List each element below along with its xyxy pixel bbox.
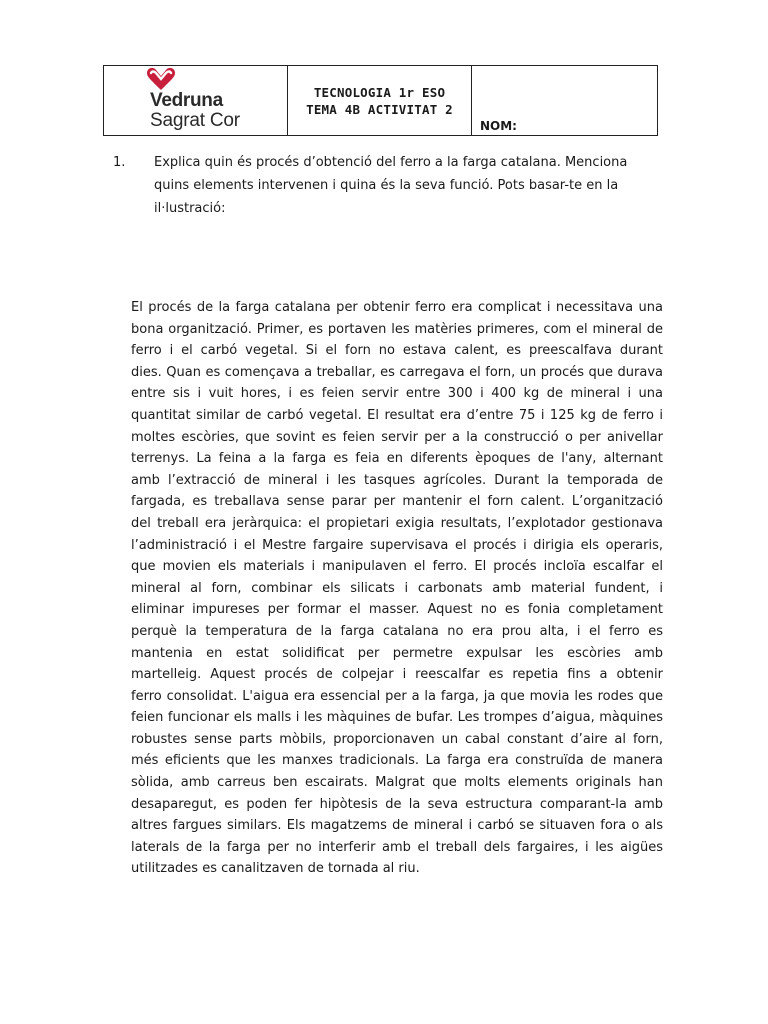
activity-title: TEMA 4B ACTIVITAT 2 [306,102,453,117]
question-text: Explica quin és procés d’obtenció del ferro a la farga catalana. Menciona quins elements intervenen i quina és la seva funció. Pots basar-te en la il·lustració: [154,155,628,216]
question-1 [113,151,650,220]
answer-line: ferro i el carbó vegetal. Si el forn no estava calent, es preescalfava durant [131,343,663,359]
answer-line: bona organització. Primer, es portaven les matèries primeres, com el mineral de [131,321,663,337]
answer-line: desaparegut, es poden fer hipòtesis de la seva estructura comparant-la amb [131,796,663,812]
name-label: NOM: [480,119,517,133]
course-title: TECNOLOGIA 1r ESO [313,85,446,100]
title-cell [288,66,472,135]
answer-line: que movien els materials i manipulaven el ferro. El procés incloïa escalfar el [131,559,663,575]
answer-line: terrenys. La feina a la farga es feia en diferents èpoques de l'any, alternant [131,451,663,467]
answer-line: fargada, es treballava sense parar per mantenir el forn calent. L’organització [131,494,663,510]
answer-line: perquè la temperatura de la farga catalana no era prou alta, i el ferro es [131,623,663,639]
answer-line: quantitat similar de carbó vegetal. El resultat era d’entre 75 i 125 kg de ferro i [131,407,663,423]
answer-line: martelleig. Aquest procés de colpejar i reescalfar es repetia fins a obtenir [131,667,663,683]
answer-line: eliminar impureses per formar el masser. Aquest no es fonia completament [131,602,663,618]
answer-line: laterals de la farga per no interferir amb el treball dels fargaires, i les aigües [131,839,663,855]
answer-line: robustes sense parts mòbils, proporcionaven un cabal constant d’aire al forn, [131,731,663,747]
answer-line: utilitzades es canalitzaven de tornada al riu. [131,861,420,877]
answer-line: amb l’extracció de mineral i les tasques agrícoles. Durant la temporada de [131,472,663,488]
answer-line: l’administració i el Mestre fargaire supervisava el procés i dirigia els operaris, [131,537,663,553]
answer-line: mantenia en estat solidificat per permetre expulsar les escòries amb [131,645,663,661]
logo-brand-text: Vedruna [150,90,223,111]
answer-line: moltes escòries, que sovint es feien servir per a la construcció o per anivellar [131,429,663,445]
answer-line: entre sis i vuit hores, i es feien servir entre 300 i 400 kg de mineral i una [131,386,663,402]
logo-sub-text: Sagrat Cor [150,110,240,131]
answer-line: altres fargues similars. Els magatzems de mineral i carbó se situaven fora o als [131,818,663,834]
question-number: 1. [113,155,126,170]
logo-cell [104,66,288,135]
name-cell[interactable] [472,66,657,135]
answer-line: dies. Quan es començava a treballar, es carregava el forn, un procés que durava [131,364,663,380]
heart-icon [144,66,178,92]
answer-line: sòlida, amb carreus ben escairats. Malgrat que molts elements originals han [131,775,663,791]
header-table [103,65,658,136]
answer-line: més eficients que les manxes tradicionals. La farga era construïda de manera [131,753,663,769]
answer-text [131,297,663,880]
answer-line: del treball era jeràrquica: el propietari exigia resultats, l’explotador gestionava [131,515,663,531]
answer-line: mineral al forn, combinar els silicats i carbonats amb material fundent, i [131,580,663,596]
answer-line: El procés de la farga catalana per obtenir ferro era complicat i necessitava una [131,300,663,315]
answer-line: feien funcionar els malls i les màquines de bufar. Les trompes d’aigua, màquines [131,710,663,726]
answer-line: ferro consolidat. L'aigua era essencial per a la farga, ja que movia les rodes que [131,688,663,704]
